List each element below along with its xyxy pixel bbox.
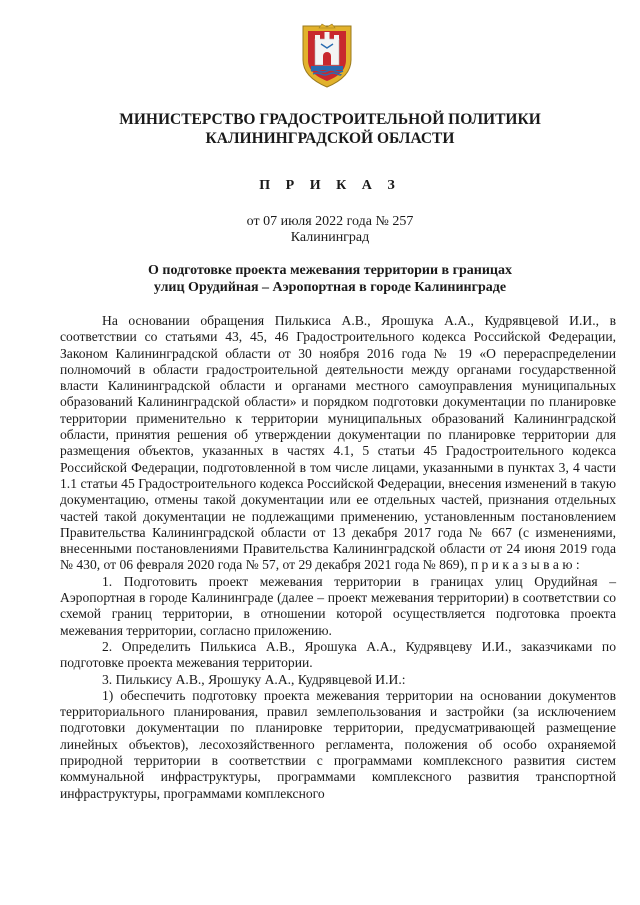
item-3-1-paragraph: 1) обеспечить подготовку проекта межевания территории на основании документов территориального планирования, правил землепользования и застройки (за исключением подготовки документации по планировке территории, предусматривающей размещение линейных объектов), лесохозяйственного регламента, положения об особо охраняемой природной территории в соответствии с программами комплексного развития систем коммунальной инфраструктуры, программами комплексного развития транспортной инфраструктуры, программами комплексного <box>60 687 616 801</box>
date-and-number: от 07 июля 2022 года № 257 <box>246 214 414 229</box>
item-1-paragraph: 1. Подготовить проект межевания территории в границах улиц Орудийная – Аэропортная в городе Калининграде (далее – проект межевания территории) в соответствии со схемой границ территории, в отношении которой осуществляется подготовка проекта межевания территории, согласно приложению. <box>60 573 616 638</box>
ministry-name <box>60 110 600 148</box>
document-type-title: П Р И К А З <box>259 178 401 193</box>
city-name: Калининград <box>290 230 370 245</box>
ministry-line-2: КАЛИНИНГРАДСКОЙ ОБЛАСТИ <box>205 130 455 147</box>
preamble-paragraph: На основании обращения Пилькиса А.В., Ярошука А.А., Кудрявцевой И.И., в соответствии со статьями 43, 45, 46 Градостроительного кодекса Российской Федерации, Законом Калининградской области от 30 ноября 2016 года № 19 «О перераспределении полномочий в области градостроительной деятельности между органами государственной власти Калининградской области и органами местного самоуправления муниципальных образований Калининградской области» и порядком подготовки документации по планировке территории применительно к территории муниципальных образований Калининградской области, принятия решения об утверждении документации по планировке территории для размещения объектов, указанных в частях 4.1, 5 статьи 45 Градостроительного кодекса Российской Федерации, подготовленной в том числе лицами, указанными в пунктах 3, 4 части 1.1 статьи 45 Градостроительного кодекса Российской Федерации, внесения изменений в такую документацию, отмены такой документации или ее отдельных частей, признания отдельных частей такой документации не подлежащими применению, установленным постановлением Правительства Калининградской области от 13 декабря 2017 года № 667 (с изменениями, внесенными постановлениями Правительства Калининградской области от 24 июня 2019 года № 430, от 06 февраля 2020 года № 57, от 29 декабря 2021 года № 869), п р и к а з ы в а ю : <box>60 313 616 573</box>
subject-line-2: улиц Орудийная – Аэропортная в городе Калининграде <box>153 280 507 295</box>
kaliningrad-coat-of-arms-icon <box>301 22 353 88</box>
subject-line-1: О подготовке проекта межевания территории в границах <box>148 263 512 278</box>
ministry-line-1: МИНИСТЕРСТВО ГРАДОСТРОИТЕЛЬНОЙ ПОЛИТИКИ <box>119 111 541 128</box>
order-body <box>60 313 616 802</box>
order-subject <box>60 262 600 296</box>
item-3-paragraph: 3. Пилькису А.В., Ярошуку А.А., Кудрявцевой И.И.: <box>102 671 406 687</box>
item-2-paragraph: 2. Определить Пилькиса А.В., Ярошука А.А., Кудрявцеву И.И., заказчиками по подготовке проекта межевания территории. <box>60 638 616 671</box>
